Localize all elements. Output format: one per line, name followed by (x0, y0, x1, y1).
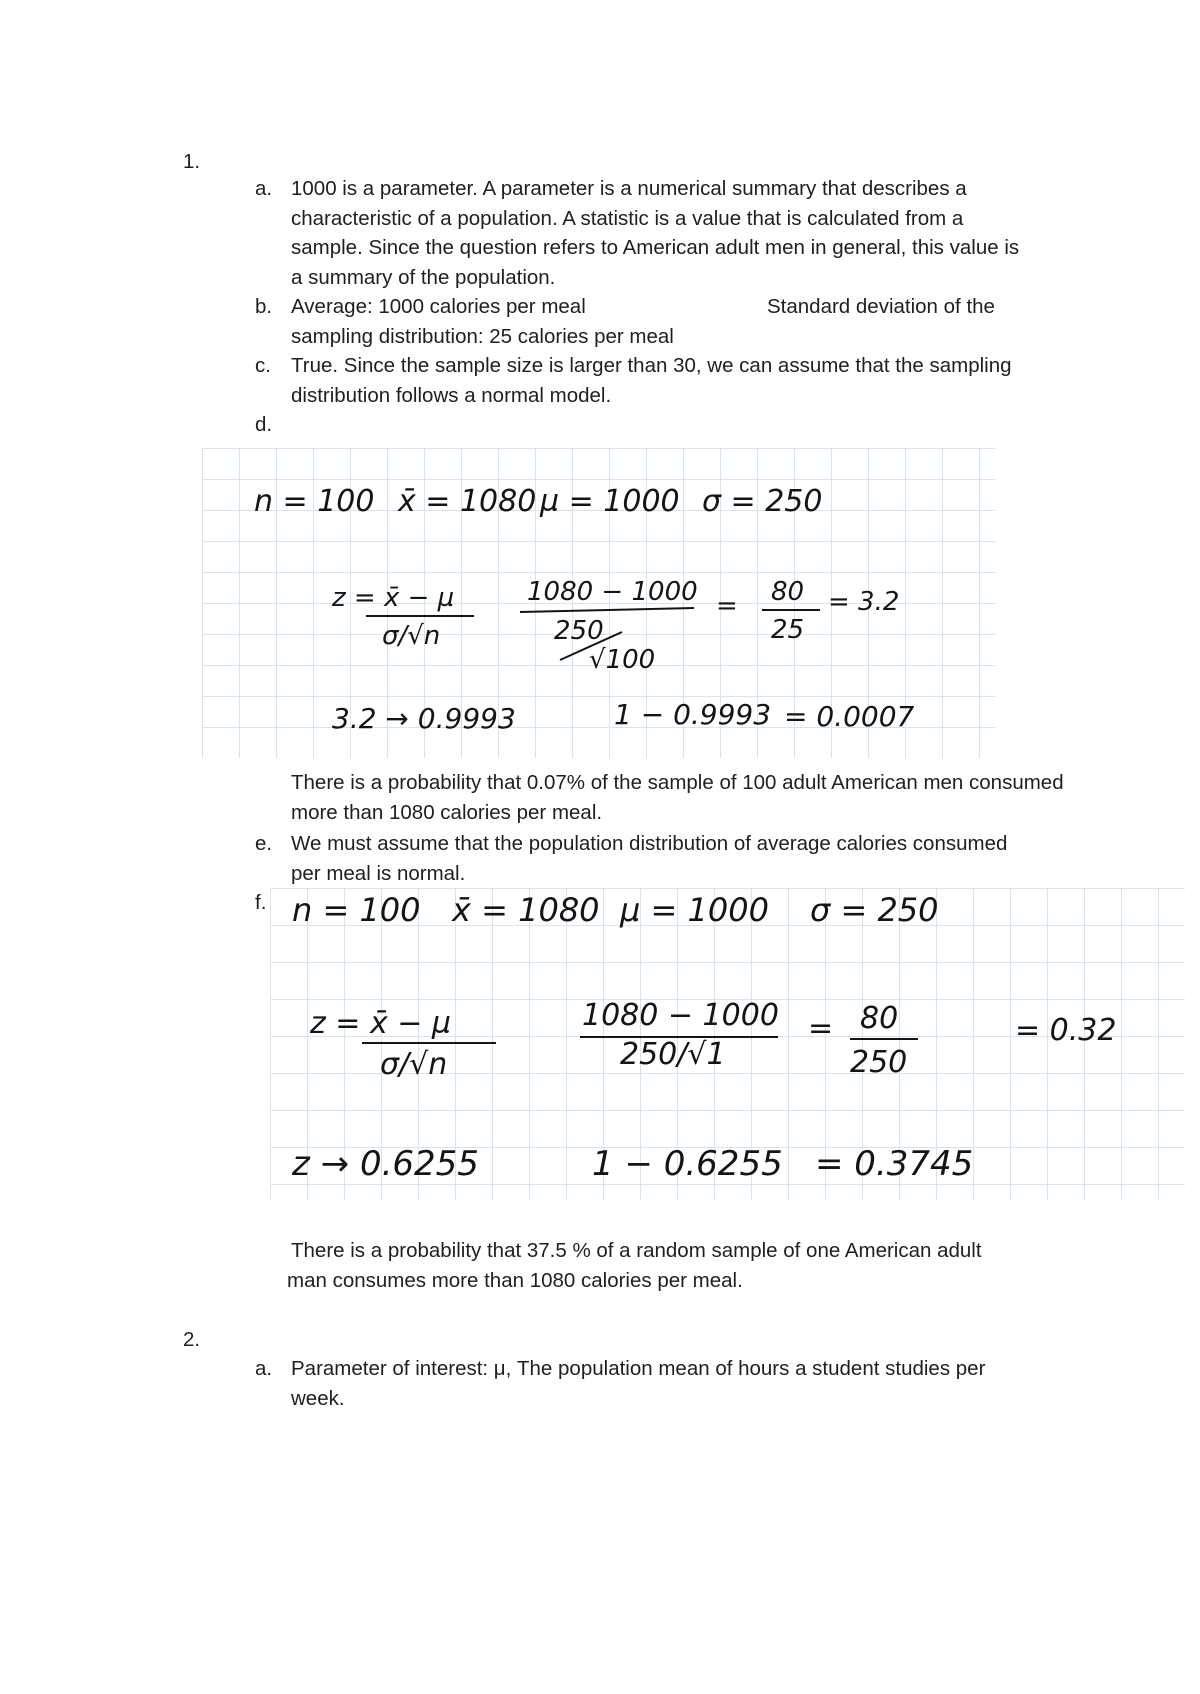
hw-d-frac-num: 80 (771, 577, 805, 607)
answer-2a (255, 1354, 1055, 1413)
hw-f-lookup: z → 0.6255 (292, 1144, 479, 1184)
hw-f-n: n = 100 (292, 891, 421, 929)
answer-1a-text: 1000 is a parameter. A parameter is a numerical summary that describes a characteristic of a population. A statistic is a value that is calculated from a sample. Since the question refers to American adult men in general, this value is a summary of the population. (291, 177, 1020, 289)
item-label: f. (255, 891, 267, 914)
hw-d-final: = 0.0007 (784, 700, 915, 733)
hw-f-xbar: x̄ = 1080 (452, 891, 600, 929)
answer-1b-sd-value: sampling distribution: 25 calories per meal (291, 324, 674, 348)
answer-1e (255, 829, 1055, 888)
hw-f-frac-num: 80 (860, 1001, 899, 1036)
question-number-1: 1. (183, 150, 201, 173)
hw-d-n: n = 100 (254, 484, 375, 519)
answer-1c-text: True. Since the sample size is larger than 30, we can assume that the sampling distribution follows a normal model. (291, 354, 1012, 407)
hw-f-result: = 0.32 (1015, 1013, 1117, 1048)
conclusion-1d: There is a probability that 0.07% of the sample of 100 adult American men consumed more than 1080 calories per meal. (291, 771, 1064, 824)
hw-f-calc: 1 − 0.6255 (592, 1144, 783, 1184)
question-number-2: 2. (183, 1328, 201, 1351)
handwriting-d (202, 448, 995, 758)
hw-d-sub-bar (520, 608, 694, 612)
hw-d-sub-den2: √100 (589, 645, 656, 675)
item-label: a. (255, 1357, 273, 1380)
answer-2a-text: Parameter of interest: μ, The population mean of hours a student studies per week. (291, 1357, 986, 1410)
handwriting-f (270, 888, 1185, 1200)
conclusion-1f-line1: There is a probability that 37.5 % of a random sample of one American adult (291, 1239, 982, 1262)
hw-d-sub-den: 250 (554, 616, 604, 646)
answer-1c (255, 351, 1055, 410)
hw-f-equals: = (808, 1011, 834, 1046)
hw-d-calc: 1 − 0.9993 (614, 698, 772, 731)
hw-f-sub-den: 250/√1 (620, 1037, 726, 1072)
answer-1b-sd-label: Standard deviation of the (767, 295, 995, 318)
answer-1b-average: Average: 1000 calories per meal (291, 295, 586, 318)
hw-d-mu: µ = 1000 (540, 484, 680, 519)
item-label: d. (255, 413, 273, 436)
hw-f-sub-num: 1080 − 1000 (582, 998, 779, 1033)
hw-d-lookup: 3.2 → 0.9993 (332, 702, 516, 735)
conclusion-1f-line2: man consumes more than 1080 calories per meal. (287, 1269, 743, 1292)
hw-f-final: = 0.3745 (815, 1144, 974, 1184)
handwritten-work-f (270, 888, 1185, 1200)
answer-1e-text: We must assume that the population distribution of average calories consumed per meal is normal. (291, 832, 1008, 885)
hw-d-sigma: σ = 250 (702, 484, 823, 519)
hw-f-frac-den: 250 (850, 1045, 908, 1080)
item-label: b. (255, 295, 273, 318)
hw-d-formula-num: z = x̄ − µ (332, 583, 455, 613)
item-label: c. (255, 354, 271, 377)
hw-f-formula-den: σ/√n (380, 1047, 448, 1082)
hw-d-result: = 3.2 (828, 587, 900, 617)
item-label: e. (255, 832, 273, 855)
hw-d-xbar: x̄ = 1080 (398, 484, 537, 519)
hw-d-formula-den: σ/√n (382, 621, 441, 651)
hw-d-equals: = (716, 591, 738, 621)
hw-d-frac-den: 25 (771, 615, 805, 645)
handwritten-work-d (202, 448, 995, 758)
hw-f-formula-num: z = x̄ − µ (310, 1006, 452, 1041)
hw-f-sigma: σ = 250 (810, 891, 939, 929)
answer-1a (255, 174, 1055, 292)
hw-d-sub-num: 1080 − 1000 (527, 577, 698, 607)
hw-f-mu: µ = 1000 (620, 891, 769, 929)
item-label: a. (255, 177, 273, 200)
answer-1b (255, 292, 1055, 351)
